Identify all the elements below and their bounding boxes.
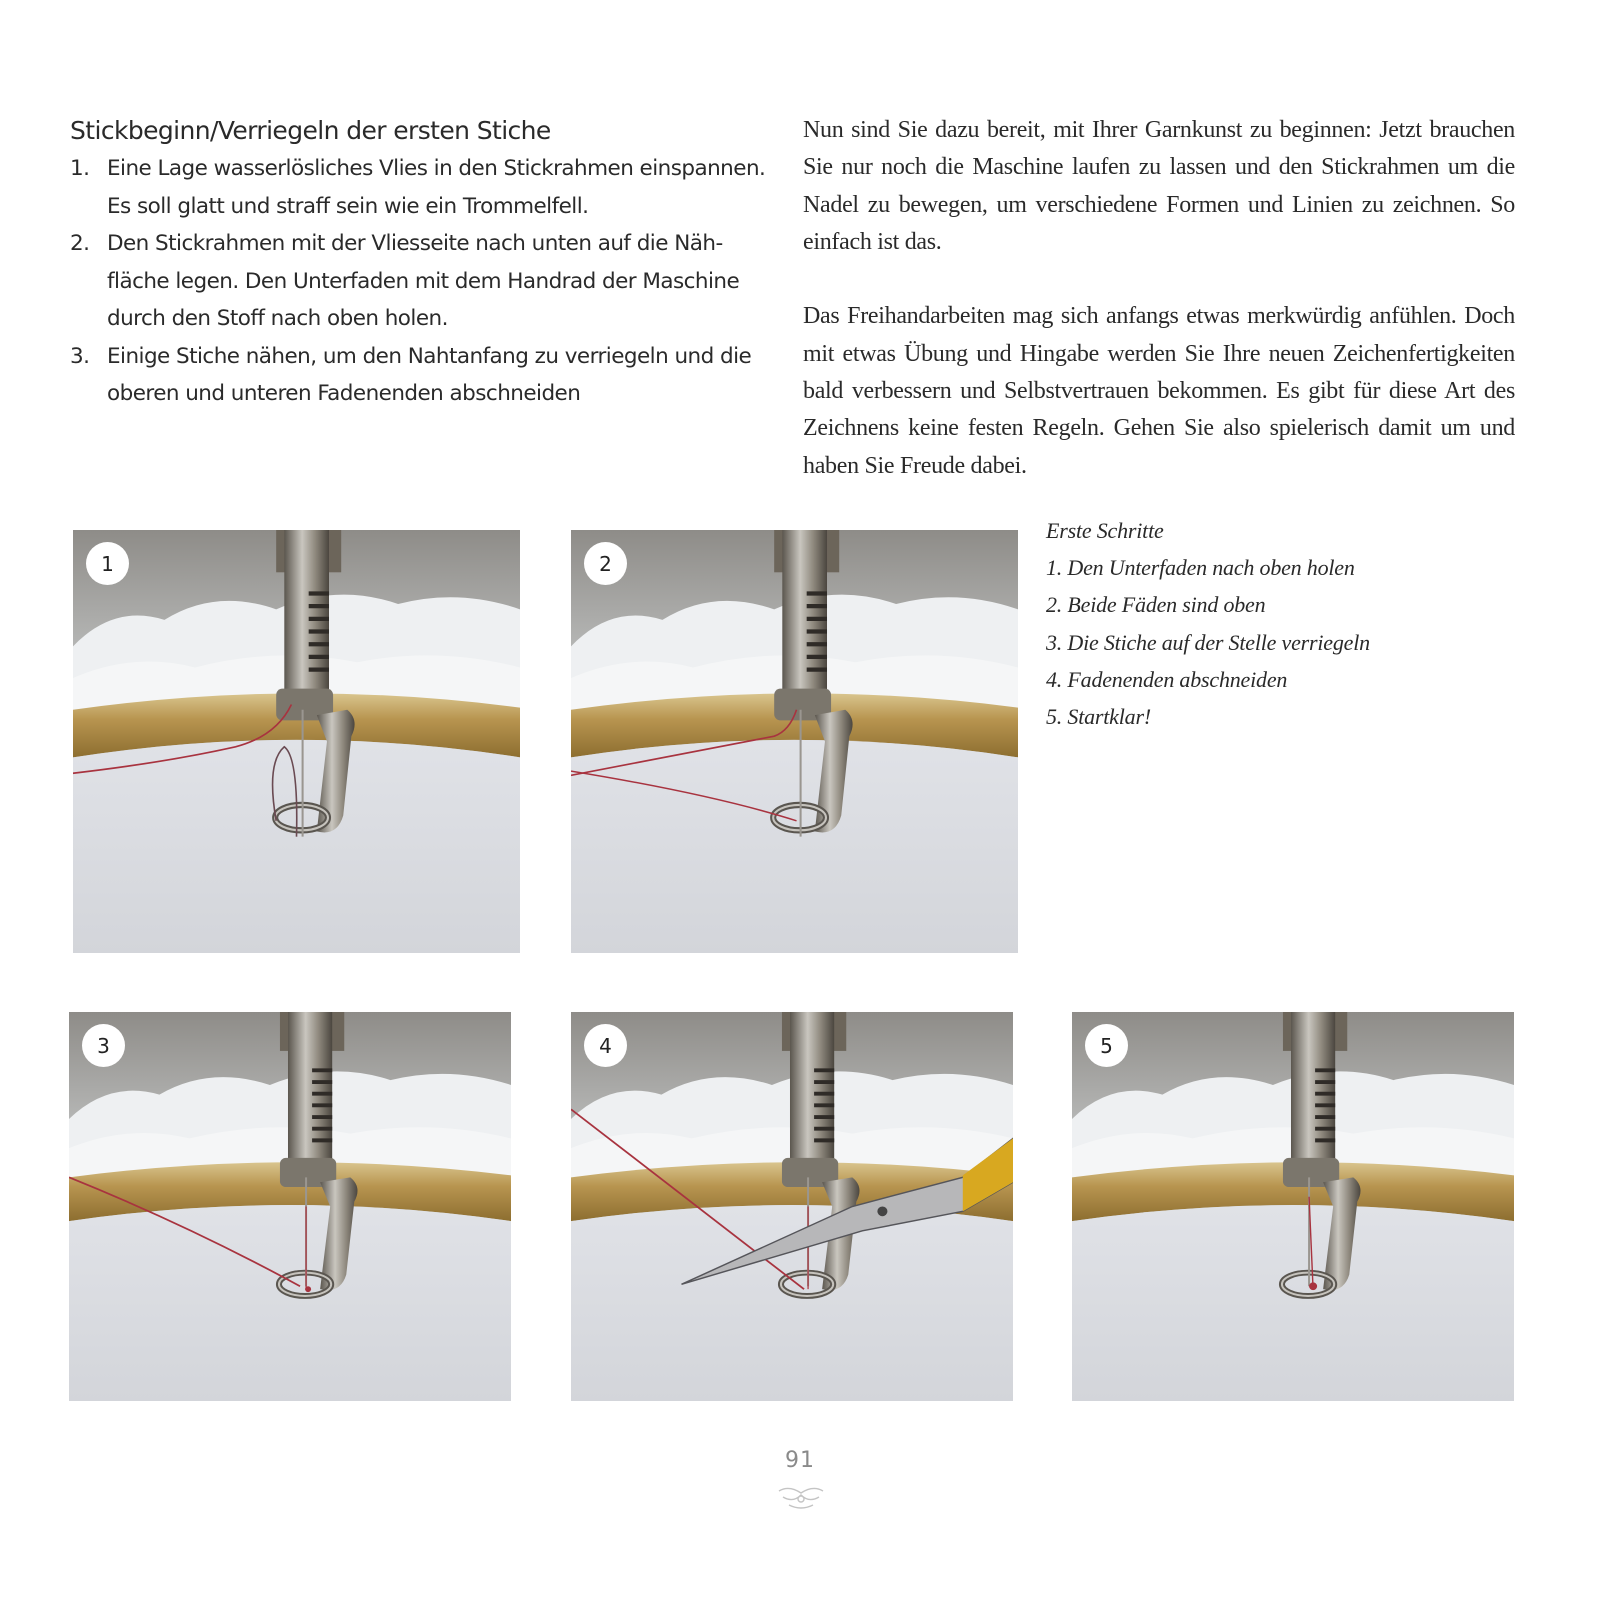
step-item [70, 225, 770, 338]
intro-text-column [803, 112, 1515, 522]
caption-item: 2. Beide Fäden sind oben [1046, 592, 1266, 618]
body-paragraph: Nun sind Sie dazu bereit, mit Ihrer Garnkunst zu beginnen: Jetzt brauchen Sie nur noch die Maschine laufen zu lassen und den Stickrahmen um die Nadel zu bewegen, um verschiedene Formen und Linien zu zeichnen. So einfach ist das. [803, 117, 1515, 255]
caption-item: 1. Den Unterfaden nach oben holen [1046, 555, 1355, 581]
photo-step-1 [73, 530, 520, 953]
caption-title: Erste Schritte [1046, 518, 1164, 543]
step-number: 3. [70, 343, 90, 369]
caption-item: 4. Fadenenden abschneiden [1046, 666, 1288, 692]
step-number: 1. [70, 156, 90, 181]
step-text: Den Stickrahmen mit der Vliesseite nach unten auf die Nähfläche legen. Den Unterfaden mit dem Handrad der Maschine durch den Stoff nach oben holen. [107, 231, 740, 331]
step-item [70, 338, 770, 413]
step-text: Einige Stiche nähen, um den Nahtanfang zu verriegeln und die oberen und unteren Fadenenden abschneiden [107, 343, 752, 406]
caption-item: 5. Startklar! [1046, 704, 1151, 730]
caption-item: 3. Die Stiche auf der Stelle verriegeln [1046, 629, 1370, 655]
instructions-column [70, 112, 770, 413]
section-heading: Stickbeginn/Verriegeln der ersten Stiche [70, 116, 551, 145]
photo-caption [1046, 512, 1526, 735]
step-badge: 3 [82, 1024, 125, 1067]
photo-illustration [73, 530, 520, 953]
step-text: Eine Lage wasserlösliches Vlies in den Stickrahmen einspannen. Es soll glatt und straff sein wie ein Trommelfell. [107, 156, 766, 219]
step-number: 2. [70, 231, 90, 256]
photo-step-3 [69, 1012, 511, 1401]
step-badge: 4 [584, 1024, 627, 1067]
page-number: 91 [785, 1448, 815, 1473]
photo-step-5 [1072, 1012, 1514, 1401]
ornament-icon [775, 1483, 827, 1513]
photo-step-4 [571, 1012, 1013, 1401]
photo-step-2 [571, 530, 1018, 953]
photo-illustration [69, 1012, 511, 1401]
step-badge: 5 [1085, 1024, 1128, 1067]
photo-illustration [571, 530, 1018, 953]
photo-illustration [571, 1012, 1013, 1401]
steps-list [70, 150, 770, 413]
step-badge: 2 [584, 542, 627, 585]
step-badge: 1 [86, 542, 129, 585]
body-paragraph: Das Freihandarbeiten mag sich anfangs etwas merkwürdig anfühlen. Doch mit etwas Übung und Hingabe werden Sie Ihre neuen Zeichenfertigkeiten bald verbessern und Selbstvertrauen bekommen. Es gibt für diese Art des Zeichnens keine festen Regeln. Gehen Sie also spielerisch damit um und haben Sie Freude dabei. [803, 303, 1515, 479]
step-item [70, 150, 770, 225]
photo-illustration [1072, 1012, 1514, 1401]
